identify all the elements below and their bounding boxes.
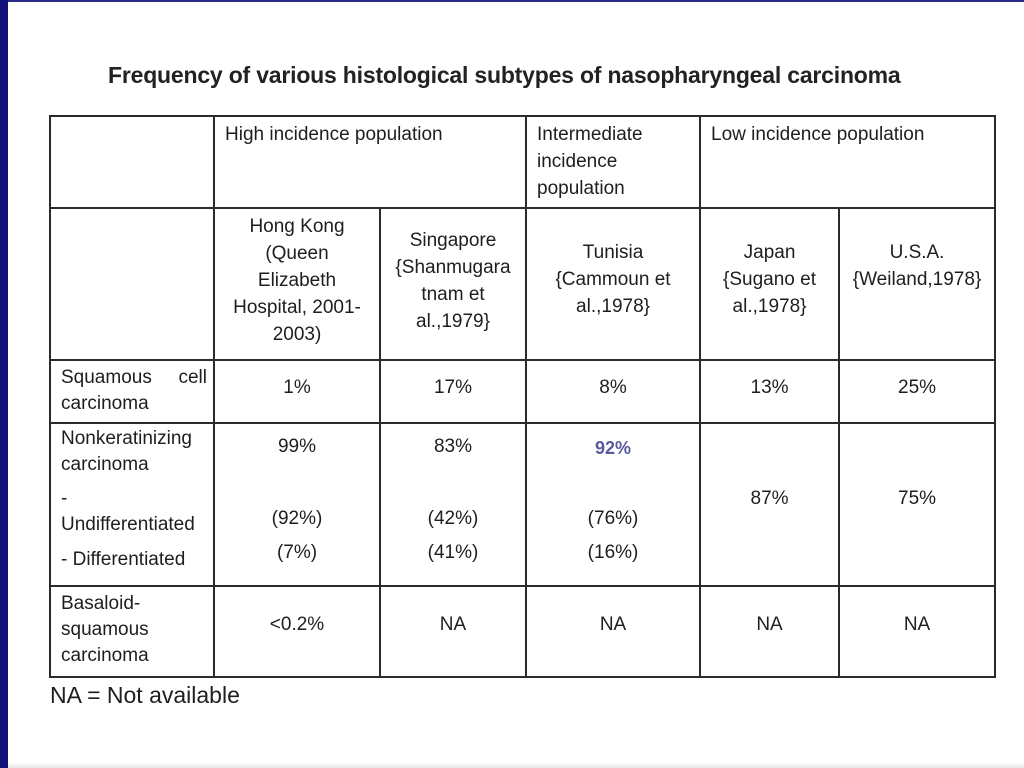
- population-line: Hong Kong: [249, 216, 345, 237]
- population-header-row: [50, 208, 995, 360]
- value-differentiated: (7%): [276, 542, 318, 563]
- population-line: al.,1978}: [576, 296, 650, 317]
- population-line: Hospital, 2001-: [233, 297, 361, 318]
- header-intermediate-incidence: [526, 116, 700, 208]
- value-cell: 1%: [214, 360, 380, 423]
- row-label-word: carcinoma: [61, 393, 149, 414]
- header-intermediate-line: population: [537, 178, 625, 199]
- value-undifferentiated: (42%): [427, 508, 479, 529]
- value-differentiated: (16%): [587, 542, 639, 563]
- value-total: 83%: [433, 436, 473, 457]
- value-cell: NA: [839, 586, 995, 677]
- value-cell: 8%: [526, 360, 700, 423]
- nonkeratinizing-japan: [700, 423, 839, 586]
- value-total-highlighted: 92%: [595, 438, 632, 458]
- row-label-word: Squamous: [61, 367, 152, 388]
- value-cell: 25%: [839, 360, 995, 423]
- value-total: 99%: [277, 436, 317, 457]
- value-cell: 17%: [380, 360, 526, 423]
- corner-cell: [50, 116, 214, 208]
- header-low-incidence: [700, 116, 995, 208]
- value-cell: NA: [526, 586, 700, 677]
- row-label-line: Basaloid-: [61, 593, 141, 614]
- header-high-incidence: [214, 116, 526, 208]
- header-intermediate-line: incidence: [537, 151, 618, 172]
- left-accent-bar: [0, 0, 8, 768]
- footnote: NA = Not available: [50, 682, 240, 708]
- population-line: {Sugano et: [723, 269, 816, 290]
- population-line: Japan: [743, 242, 796, 263]
- population-line: {Cammoun et: [555, 269, 671, 290]
- header-high-incidence-label: High incidence population: [225, 124, 443, 145]
- header-low-incidence-label: Low incidence population: [711, 124, 925, 145]
- population-singapore: [380, 208, 526, 360]
- slide-title: Frequency of various histological subtypes of nasopharyngeal carcinoma: [108, 62, 901, 88]
- population-usa: [839, 208, 995, 360]
- population-line: al.,1978}: [732, 296, 807, 317]
- row-squamous-cell-carcinoma: [50, 360, 995, 423]
- population-hong-kong: [214, 208, 380, 360]
- subtype-frequency-table: [49, 115, 996, 678]
- row-label-line: - Differentiated: [61, 549, 186, 570]
- population-line: 2003): [272, 324, 322, 345]
- row-nonkeratinizing-carcinoma: [50, 423, 995, 586]
- nonkeratinizing-singapore: [380, 423, 526, 586]
- population-label-blank: [50, 208, 214, 360]
- row-basaloid-squamous-carcinoma: [50, 586, 995, 677]
- value-cell: NA: [380, 586, 526, 677]
- value-cell: NA: [700, 586, 839, 677]
- row-label-basaloid: [50, 586, 214, 677]
- nonkeratinizing-hong-kong: [214, 423, 380, 586]
- population-line: Tunisia: [582, 242, 644, 263]
- row-label-word: cell: [178, 367, 207, 388]
- population-line: (Queen: [265, 243, 329, 264]
- population-line: {Weiland,1978}: [852, 269, 982, 290]
- bottom-shadow: [8, 762, 1024, 768]
- row-label-nonkeratinizing: [50, 423, 214, 586]
- nonkeratinizing-tunisia: [526, 423, 700, 586]
- value-cell: <0.2%: [214, 586, 380, 677]
- value-total: 87%: [750, 488, 789, 509]
- row-label-line: Nonkeratinizing: [61, 428, 192, 449]
- population-line: al.,1979}: [416, 311, 490, 332]
- row-label-line: carcinoma: [61, 645, 149, 666]
- population-line: U.S.A.: [889, 242, 945, 263]
- value-total: 75%: [898, 488, 937, 509]
- value-cell: 13%: [700, 360, 839, 423]
- value-undifferentiated: (76%): [587, 508, 639, 529]
- row-label-line: Undifferentiated: [61, 514, 195, 535]
- population-line: {Shanmugara: [395, 257, 511, 278]
- population-japan: [700, 208, 839, 360]
- header-intermediate-line: Intermediate: [537, 124, 643, 145]
- population-tunisia: [526, 208, 700, 360]
- population-line: Singapore: [409, 230, 497, 251]
- group-header-row: [50, 116, 995, 208]
- value-undifferentiated: (92%): [271, 508, 323, 529]
- row-label-line: carcinoma: [61, 454, 149, 475]
- population-line: Elizabeth: [257, 270, 337, 291]
- top-border-line: [8, 0, 1024, 2]
- row-label-line: squamous: [61, 619, 149, 640]
- row-label-line: -: [61, 488, 68, 509]
- row-label-squamous: [50, 360, 214, 423]
- value-differentiated: (41%): [427, 542, 479, 563]
- nonkeratinizing-usa: [839, 423, 995, 586]
- population-line: tnam et: [421, 284, 485, 305]
